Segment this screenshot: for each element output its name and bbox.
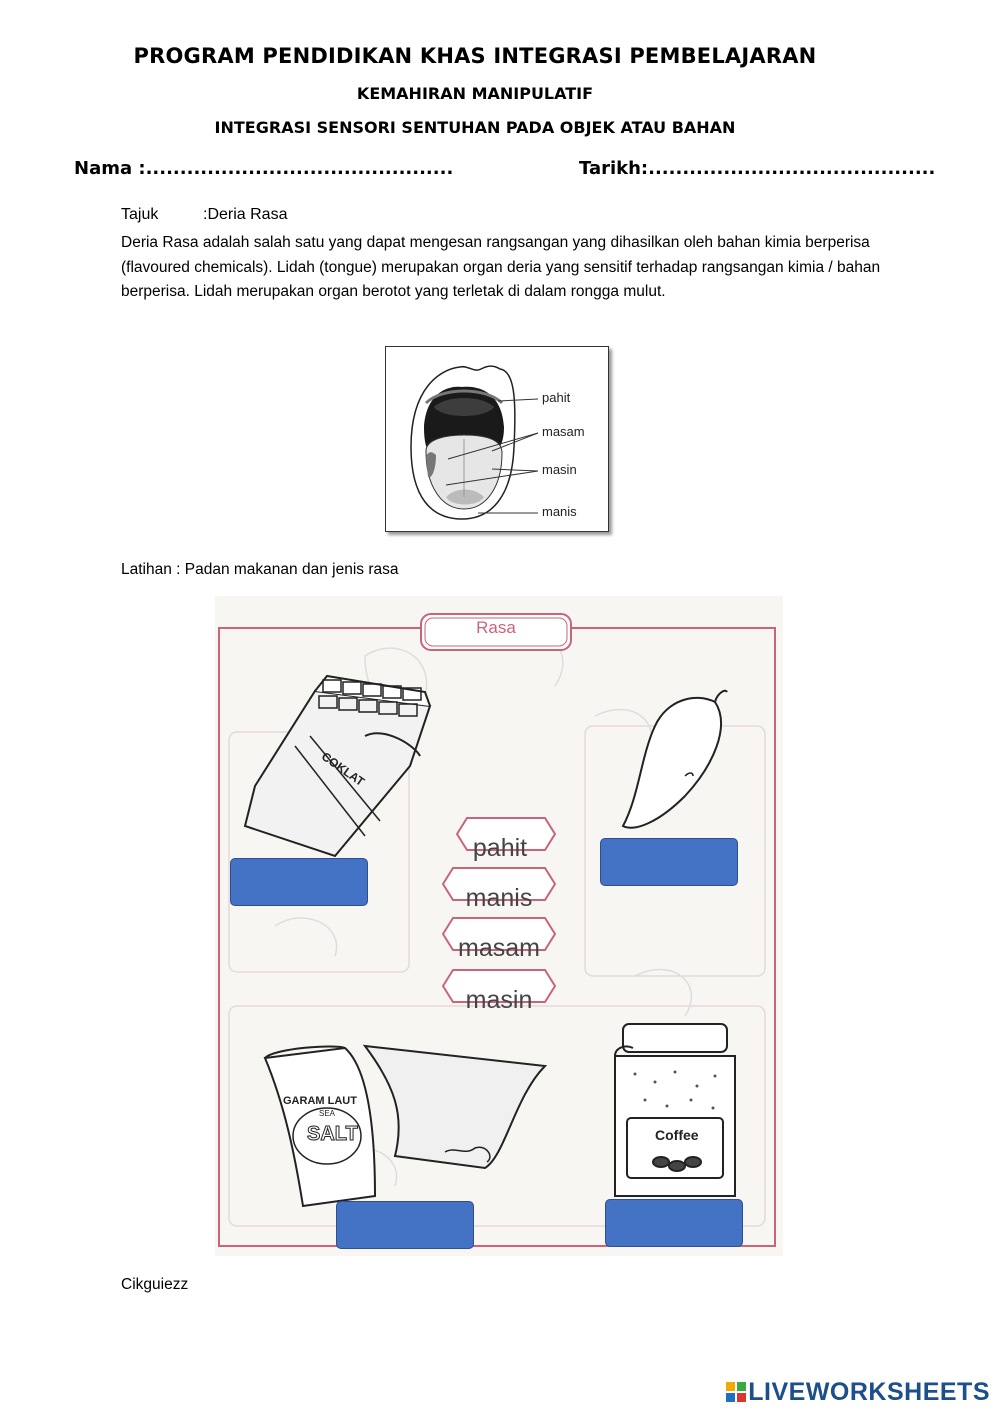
diagram-label-masin: masin <box>542 462 577 477</box>
salt-label-salt: SALT <box>307 1123 358 1145</box>
author-credit: Cikguiezz <box>121 1276 189 1293</box>
liveworksheets-logo <box>726 1378 990 1407</box>
tongue-diagram <box>385 346 609 532</box>
diagram-label-manis: manis <box>542 504 577 519</box>
chocolate-label: COKLAT <box>318 749 368 789</box>
salt-label-sea: SEA <box>319 1109 336 1118</box>
taste-tag-masin: masin <box>465 986 533 1014</box>
diagram-label-masam: masam <box>542 424 585 439</box>
date-field: Tarikh:.......................................... <box>579 158 936 179</box>
worksheet-title: PROGRAM PENDIDIKAN KHAS INTEGRASI PEMBELAJARAN <box>133 44 817 68</box>
worksheet-subtitle-skill: KEMAHIRAN MANIPULATIF <box>356 84 594 103</box>
topic-value: :Deria Rasa <box>203 206 288 223</box>
liveworksheets-wordmark: LIVEWORKSHEETS <box>748 1378 990 1406</box>
taste-tag-pahit: pahit <box>472 834 528 862</box>
diagram-label-pahit: pahit <box>542 390 571 405</box>
name-field: Nama :............................................. <box>74 158 454 179</box>
answer-box-chocolate[interactable] <box>230 858 368 906</box>
taste-tag-manis: manis <box>465 884 533 912</box>
exercise-instruction: Latihan : Padan makanan dan jenis rasa <box>121 561 399 578</box>
matching-worksheet <box>215 596 783 1256</box>
worksheet-subtitle-topic: INTEGRASI SENSORI SENTUHAN PADA OBJEK ATAU BAHAN <box>214 118 736 137</box>
coffee-label: Coffee <box>655 1127 699 1143</box>
salt-label-garam: GARAM LAUT <box>283 1095 357 1107</box>
answer-box-salt[interactable] <box>336 1201 474 1249</box>
panel-title: Rasa <box>476 618 516 637</box>
taste-tag-masam: masam <box>458 934 540 962</box>
answer-box-mango[interactable] <box>600 838 738 886</box>
topic-label: Tajuk <box>121 206 159 223</box>
liveworksheets-icon <box>726 1380 746 1400</box>
coffee-drawing <box>615 1024 735 1196</box>
answer-box-coffee[interactable] <box>605 1199 743 1247</box>
topic-line <box>121 206 287 224</box>
mango-drawing <box>623 691 727 828</box>
topic-paragraph: Deria Rasa adalah salah satu yang dapat mengesan rangsangan yang dihasilkan oleh bahan kimia berperisa (flavoured chemicals). Lidah (tongue) merupakan organ deria yang sensitif terhadap rangsangan kimia / bahan berperisa. Lidah merupakan organ berotot yang terletak di dalam rongga mulut. <box>121 234 881 300</box>
worksheet-artwork <box>215 596 783 1256</box>
